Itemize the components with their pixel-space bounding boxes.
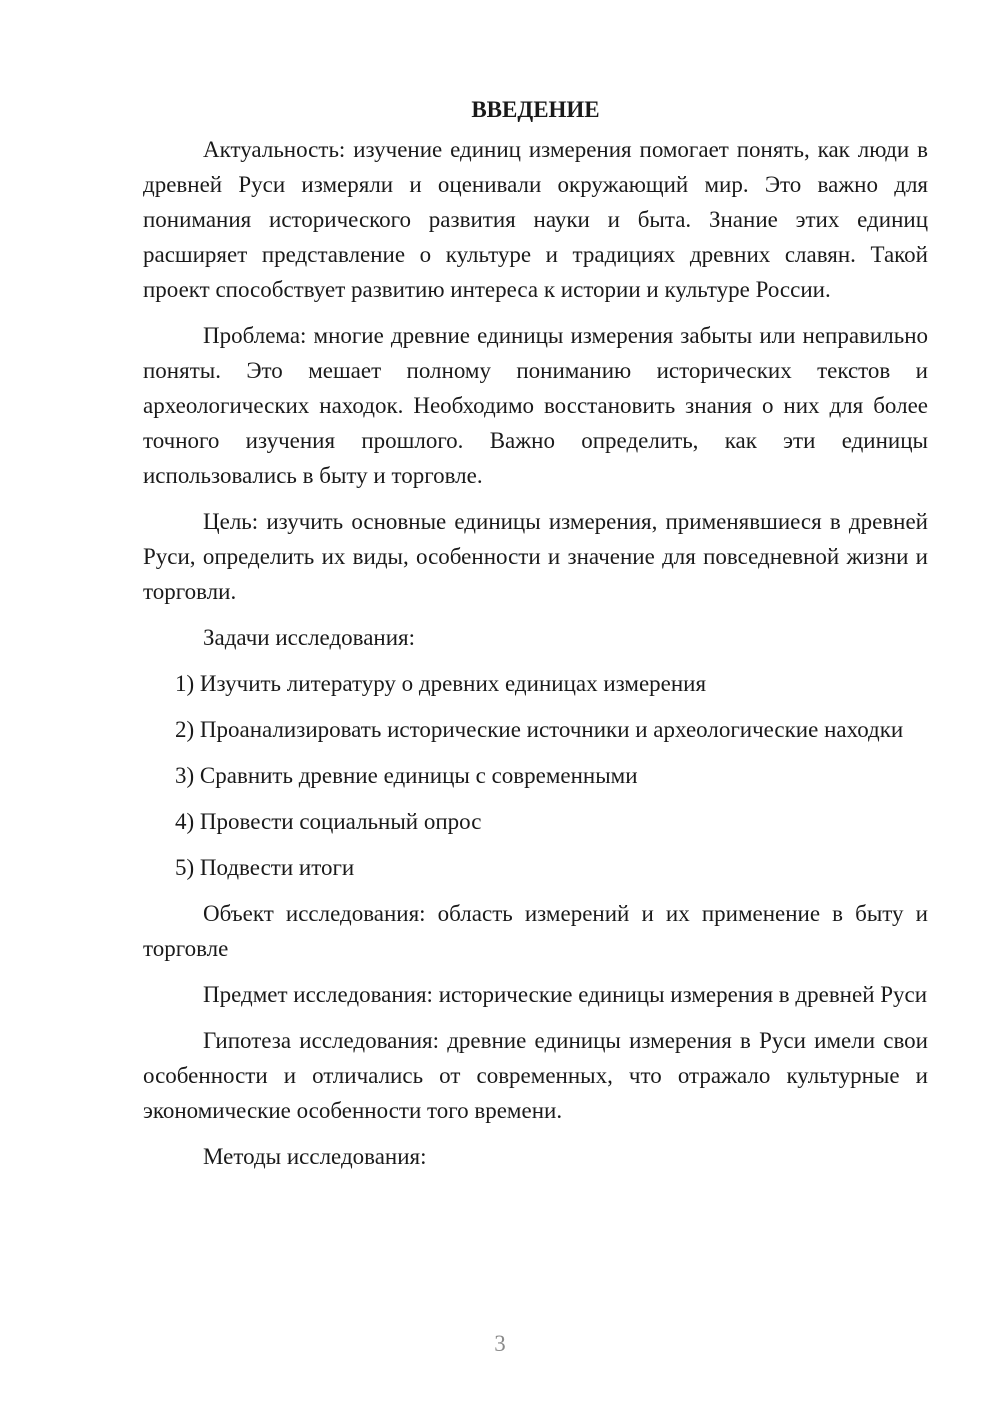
section-title: ВВЕДЕНИЕ bbox=[471, 97, 600, 122]
document-page bbox=[143, 92, 928, 1174]
subject-paragraph: Предмет исследования: исторические единицы измерения в древней Руси bbox=[203, 982, 928, 1007]
problem-paragraph: Проблема: многие древние единицы измерения забыты или неправильно поняты. Это мешает полному пониманию исторических текстов и археологических находок. Необходимо восстановить знания о них для более точного изучения прошлого. Важно определить, как эти единицы использовались в быту и торговле. bbox=[143, 323, 928, 488]
tasks-heading: Задачи исследования: bbox=[203, 625, 416, 650]
object-paragraph: Объект исследования: область измерений и их применение в быту и торговле bbox=[143, 901, 928, 961]
task-item-4: 4) Провести социальный опрос bbox=[175, 809, 482, 834]
task-item-1: 1) Изучить литературу о древних единицах измерения bbox=[175, 671, 707, 696]
goal-paragraph: Цель: изучить основные единицы измерения, применявшиеся в древней Руси, определить их виды, особенности и значение для повседневной жизни и торговли. bbox=[143, 509, 928, 604]
task-item-5: 5) Подвести итоги bbox=[175, 855, 355, 880]
methods-heading: Методы исследования: bbox=[203, 1144, 427, 1169]
task-item-3: 3) Сравнить древние единицы с современными bbox=[175, 763, 638, 788]
hypothesis-paragraph: Гипотеза исследования: древние единицы измерения в Руси имели свои особенности и отличались от современных, что отражало культурные и экономические особенности того времени. bbox=[143, 1028, 928, 1123]
page-number: 3 bbox=[494, 1331, 506, 1356]
task-item-2: 2) Проанализировать исторические источники и археологические находки bbox=[175, 717, 904, 742]
relevance-paragraph: Актуальность: изучение единиц измерения помогает понять, как люди в древней Руси измеряли и оценивали окружающий мир. Это важно для понимания исторического развития науки и быта. Знание этих единиц расширяет представление о культуре и традициях древних славян. Такой проект способствует развитию интереса к истории и культуре России. bbox=[143, 137, 928, 302]
